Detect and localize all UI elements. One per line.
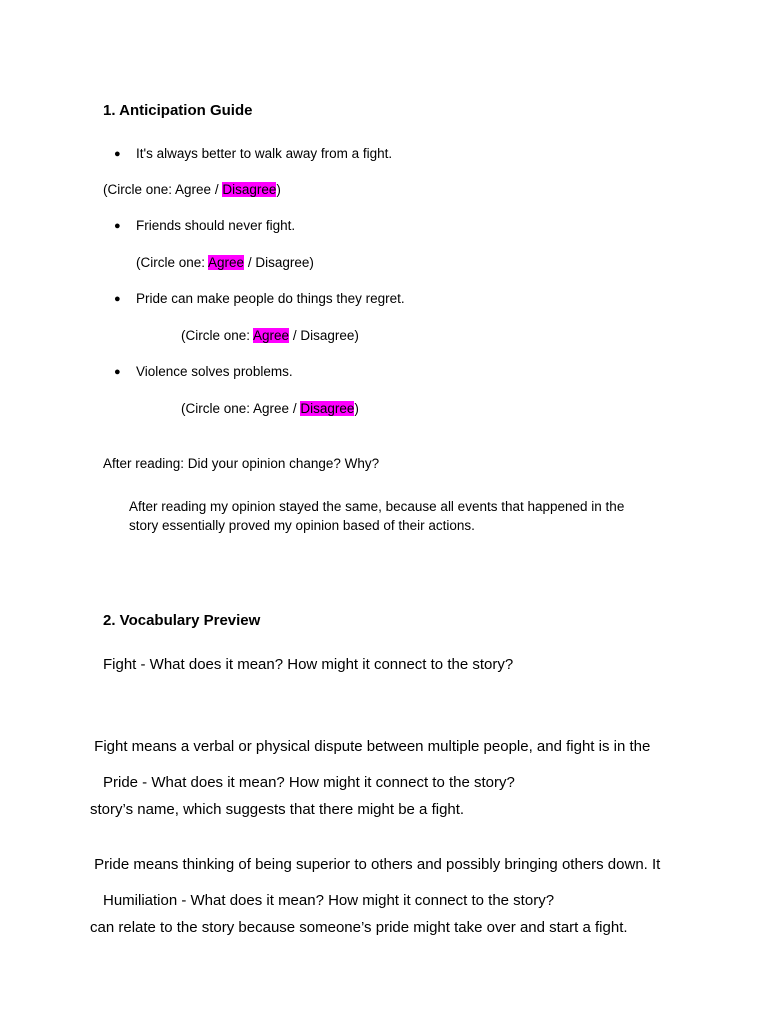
option-agree: Agree <box>253 401 290 416</box>
statement-4: Violence solves problems. <box>136 364 293 379</box>
option-disagree: Disagree <box>300 328 355 343</box>
circle-prefix: (Circle one: <box>103 182 176 197</box>
option-agree: Agree <box>175 182 212 197</box>
answer-line: story’s name, which suggests that there might be a fight. <box>90 801 465 818</box>
option-separator: / <box>244 255 256 270</box>
option-disagree: Disagree <box>255 255 310 270</box>
vocab-question-humiliation: Humiliation - What does it mean? How might it connect to the story? <box>103 892 555 909</box>
bullet-icon: ● <box>114 148 121 160</box>
circle-prefix: (Circle one: <box>136 255 209 270</box>
circle-one-line-1 <box>103 182 281 197</box>
option-separator: / <box>289 328 301 343</box>
circle-prefix: (Circle one: <box>181 401 254 416</box>
section-heading-vocabulary-preview: 2. Vocabulary Preview <box>103 612 261 629</box>
statement-3: Pride can make people do things they regret. <box>136 291 405 306</box>
statement-2: Friends should never fight. <box>136 218 296 233</box>
option-agree-highlighted: Agree <box>253 328 290 343</box>
answer-line: can relate to the story because someone’s pride might take over and start a fight. <box>90 919 628 936</box>
bullet-icon: ● <box>114 220 121 232</box>
bullet-icon: ● <box>114 293 121 305</box>
answer-line: Fight means a verbal or physical dispute between multiple people, and fight is in the <box>90 738 651 755</box>
option-disagree-highlighted: Disagree <box>222 182 277 197</box>
bullet-icon: ● <box>114 366 121 378</box>
option-agree-highlighted: Agree <box>208 255 245 270</box>
circle-suffix: ) <box>309 255 314 270</box>
circle-one-line-4 <box>181 401 359 416</box>
option-disagree-highlighted: Disagree <box>300 401 355 416</box>
circle-suffix: ) <box>354 328 359 343</box>
vocab-question-fight: Fight - What does it mean? How might it connect to the story? <box>103 656 514 673</box>
circle-suffix: ) <box>354 401 359 416</box>
circle-one-line-3 <box>181 328 359 343</box>
vocab-answer-pride <box>90 812 660 959</box>
section-heading-anticipation-guide: 1. Anticipation Guide <box>103 102 253 119</box>
option-separator: / <box>289 401 301 416</box>
circle-prefix: (Circle one: <box>181 328 254 343</box>
answer-line: Pride means thinking of being superior to others and possibly bringing others down. It <box>90 856 661 873</box>
circle-suffix: ) <box>276 182 281 197</box>
vocab-question-pride: Pride - What does it mean? How might it connect to the story? <box>103 774 515 791</box>
answer-line: After reading my opinion stayed the same, because all events that happened in the <box>129 499 625 514</box>
after-reading-question: After reading: Did your opinion change? Why? <box>103 456 380 471</box>
circle-one-line-2 <box>136 255 314 270</box>
statement-1: It's always better to walk away from a fight. <box>136 146 393 161</box>
answer-line: story essentially proved my opinion based of their actions. <box>129 518 475 533</box>
option-separator: / <box>211 182 223 197</box>
after-reading-answer <box>129 497 624 535</box>
